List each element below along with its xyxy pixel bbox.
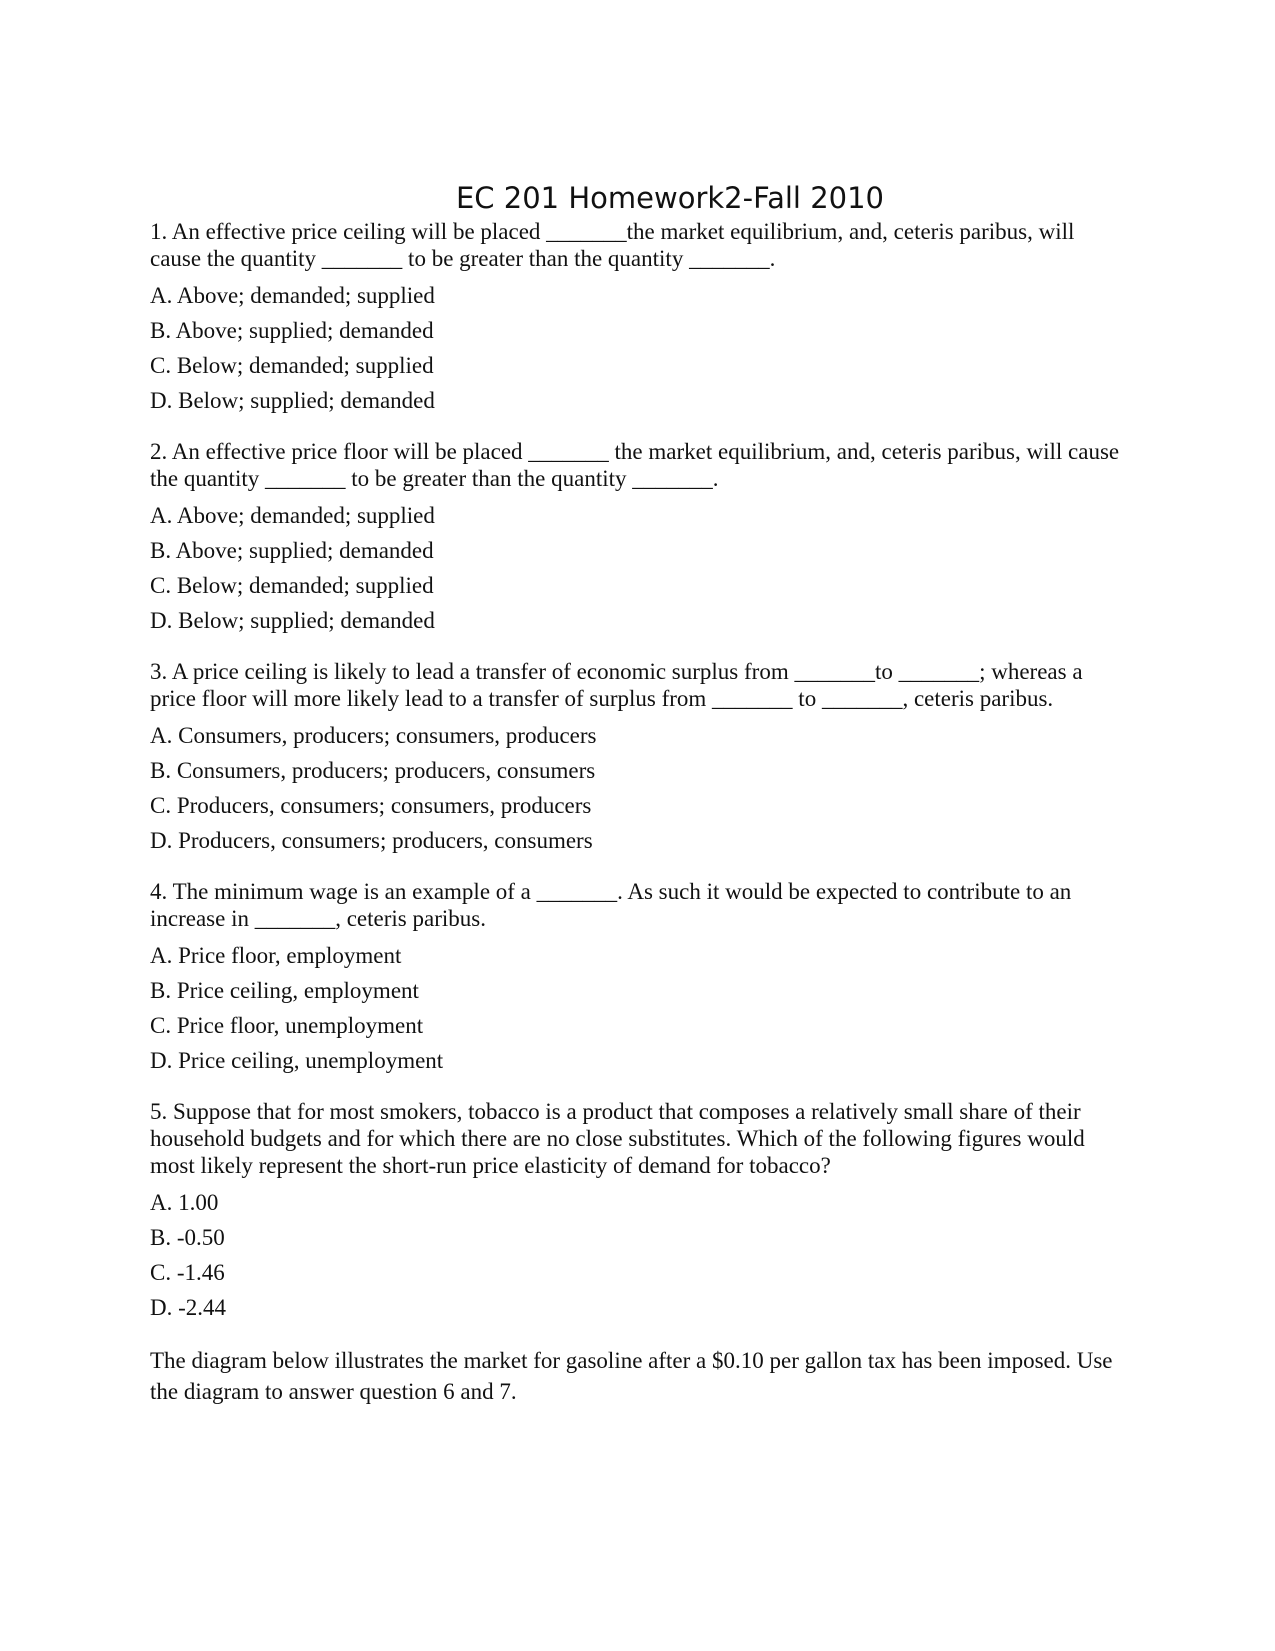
diagram-intro-text: The diagram below illustrates the market for gasoline after a $0.10 per gallon tax has been imposed. Use the diagram to answer question 6 and 7.: [150, 1348, 1113, 1404]
question-5: [150, 1098, 1130, 1325]
option-d: D. Producers, consumers; producers, consumers: [150, 828, 593, 853]
document-page: [150, 178, 1130, 1407]
option-b: B. Price ceiling, employment: [150, 978, 419, 1003]
option-c: C. Price floor, unemployment: [150, 1013, 424, 1038]
option-a: A. Above; demanded; supplied: [150, 503, 435, 528]
question-3: [150, 658, 1130, 858]
option-c: C. Below; demanded; supplied: [150, 573, 434, 598]
option-d: D. Below; supplied; demanded: [150, 388, 435, 413]
question-text: 2. An effective price floor will be placed _______ the market equilibrium, and, ceteris paribus, will cause the quantity _______ to be greater than the quantity _______.: [150, 439, 1120, 491]
question-4: [150, 878, 1130, 1078]
option-a: A. Consumers, producers; consumers, producers: [150, 723, 597, 748]
option-d: D. -2.44: [150, 1295, 227, 1320]
page-title: EC 201 Homework2-Fall 2010: [455, 181, 885, 215]
option-c: C. Below; demanded; supplied: [150, 353, 434, 378]
option-d: D. Price ceiling, unemployment: [150, 1048, 444, 1073]
option-a: A. 1.00: [150, 1190, 219, 1215]
question-text: 3. A price ceiling is likely to lead a transfer of economic surplus from _______to _______; whereas a price floor will more likely lead to a transfer of surplus from _______ to _______, ceteris paribus.: [150, 659, 1083, 711]
option-a: A. Above; demanded; supplied: [150, 283, 435, 308]
question-2: [150, 438, 1130, 638]
option-b: B. -0.50: [150, 1225, 225, 1250]
option-d: D. Below; supplied; demanded: [150, 608, 435, 633]
question-text: 1. An effective price ceiling will be placed _______the market equilibrium, and, ceteris paribus, will cause the quantity _______ to be greater than the quantity _______.: [150, 219, 1075, 271]
question-text: 5. Suppose that for most smokers, tobacco is a product that composes a relatively small share of their household budgets and for which there are no close substitutes. Which of the following figures would most likely represent the short-run price elasticity of demand for tobacco?: [150, 1099, 1085, 1178]
option-b: B. Consumers, producers; producers, consumers: [150, 758, 596, 783]
question-text: 4. The minimum wage is an example of a _______. As such it would be expected to contribute to an increase in _______, ceteris paribus.: [150, 879, 1072, 931]
option-c: C. -1.46: [150, 1260, 225, 1285]
option-b: B. Above; supplied; demanded: [150, 538, 434, 563]
option-c: C. Producers, consumers; consumers, producers: [150, 793, 592, 818]
question-1: [150, 218, 1130, 418]
option-a: A. Price floor, employment: [150, 943, 402, 968]
option-b: B. Above; supplied; demanded: [150, 318, 434, 343]
